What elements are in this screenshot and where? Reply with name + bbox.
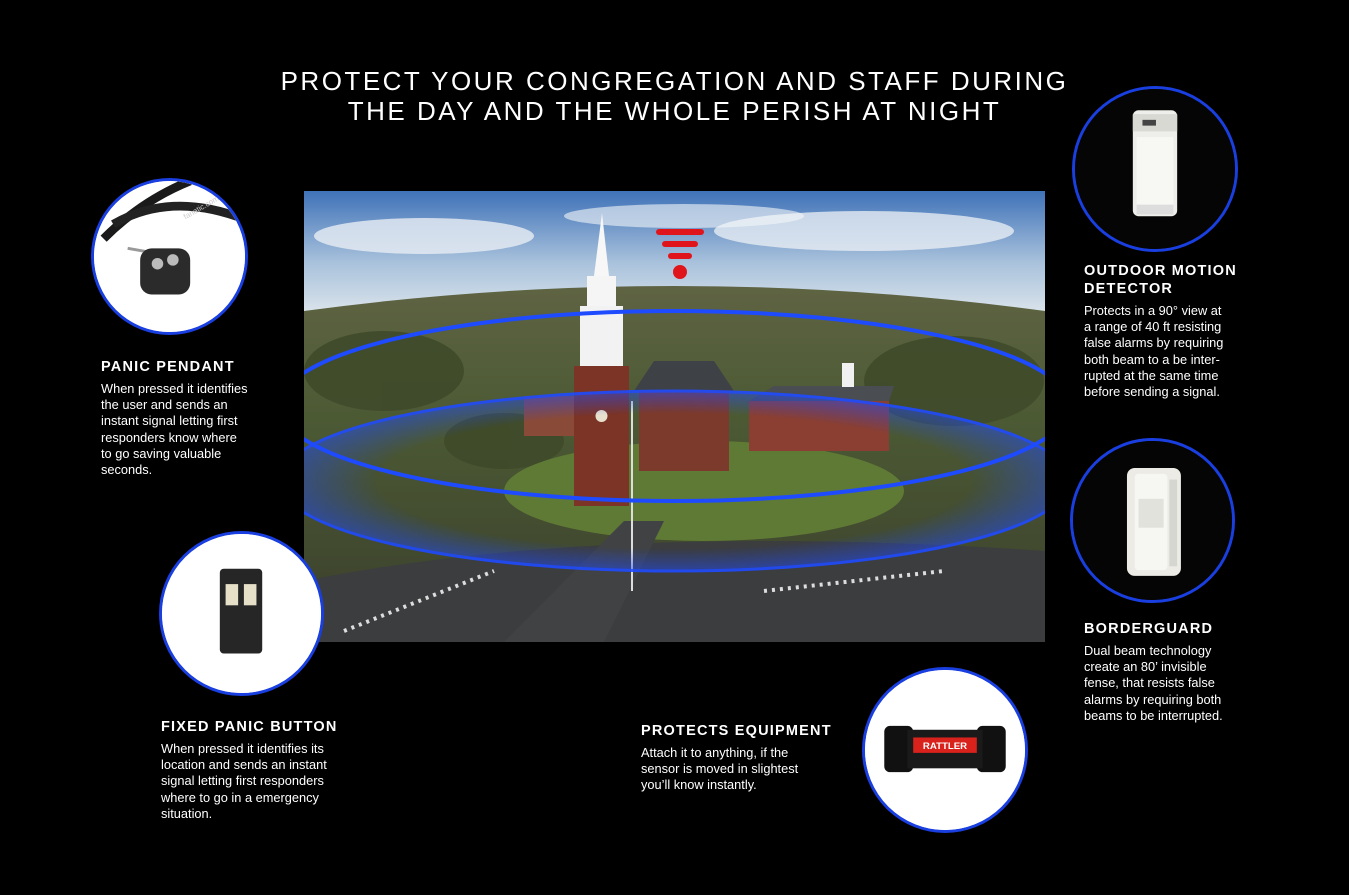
desc-line: alarms by requiring both <box>1084 691 1222 707</box>
outdoor-motion-description <box>1084 303 1223 400</box>
protection-ring-lower <box>304 391 1045 571</box>
outdoor-motion-detector-image <box>1072 86 1238 252</box>
borderguard-heading: BORDERGUARD <box>1084 621 1214 637</box>
desc-line: before sending a signal. <box>1084 384 1220 400</box>
panic-pendant-image <box>91 178 248 335</box>
desc-line: Dual beam technology <box>1084 643 1212 658</box>
panic-button-icon <box>162 534 321 693</box>
desc-line: signal letting first responders <box>161 773 324 789</box>
borderguard-description <box>1084 643 1223 724</box>
rattler-sensor-icon <box>865 670 1025 830</box>
desc-line: seconds. <box>101 462 153 478</box>
panic-pendant-heading: PANIC PENDANT <box>101 359 235 375</box>
desc-line: both beam to a be inter- <box>1084 351 1220 367</box>
desc-line: location and sends an instant <box>161 757 327 773</box>
desc-line: rupted at the same time <box>1084 367 1219 383</box>
fixed-panic-button-heading: FIXED PANIC BUTTON <box>161 719 338 735</box>
motion-detector-icon <box>1075 89 1235 249</box>
pendant-icon <box>94 181 245 332</box>
title-line-2: THE DAY AND THE WHOLE PERISH AT NIGHT <box>347 96 1002 126</box>
desc-line: where to go in a emergency <box>161 789 319 805</box>
heading-line: DETECTOR <box>1084 281 1174 297</box>
desc-line: to go saving valuable <box>101 445 222 461</box>
desc-line: beams to be interrupted. <box>1084 707 1223 723</box>
desc-line: When pressed it identifies <box>101 381 248 396</box>
device-label: RATTLER <box>922 741 968 753</box>
desc-line: responders know where <box>101 429 237 445</box>
title-line-1: PROTECT YOUR CONGREGATION AND STAFF DURING <box>280 66 1069 96</box>
desc-line: false alarms by requiring <box>1084 335 1224 351</box>
panic-pendant-description <box>101 381 248 478</box>
desc-line: situation. <box>161 805 213 821</box>
outdoor-motion-heading <box>1084 262 1237 298</box>
protects-equipment-image <box>862 667 1028 833</box>
heading-line: OUTDOOR MOTION <box>1084 263 1237 279</box>
protects-equipment-description <box>641 745 798 794</box>
desc-line: create an 80’ invisible <box>1084 659 1207 675</box>
desc-line: the user and sends an <box>101 397 228 413</box>
desc-line: sensor is moved in slightest <box>641 761 799 777</box>
church-aerial-image <box>304 191 1045 642</box>
desc-line: a range of 40 ft resisting <box>1084 319 1222 335</box>
borderguard-image <box>1070 438 1235 603</box>
desc-line: instant signal letting first <box>101 413 238 429</box>
desc-line: Attach it to anything, if the <box>641 745 789 760</box>
fixed-panic-button-description <box>161 741 327 822</box>
lanyard-text: fanatic.com <box>181 193 221 222</box>
church-scene-illustration <box>304 191 1045 642</box>
desc-line: When pressed it identifies its <box>161 741 324 756</box>
protects-equipment-heading: PROTECTS EQUIPMENT <box>641 723 832 739</box>
desc-line: Protects in a 90° view at <box>1084 303 1222 318</box>
desc-line: you’ll know instantly. <box>641 777 757 793</box>
desc-line: fense, that resists false <box>1084 675 1215 691</box>
borderguard-icon <box>1073 441 1232 600</box>
fixed-panic-button-image <box>159 531 324 696</box>
